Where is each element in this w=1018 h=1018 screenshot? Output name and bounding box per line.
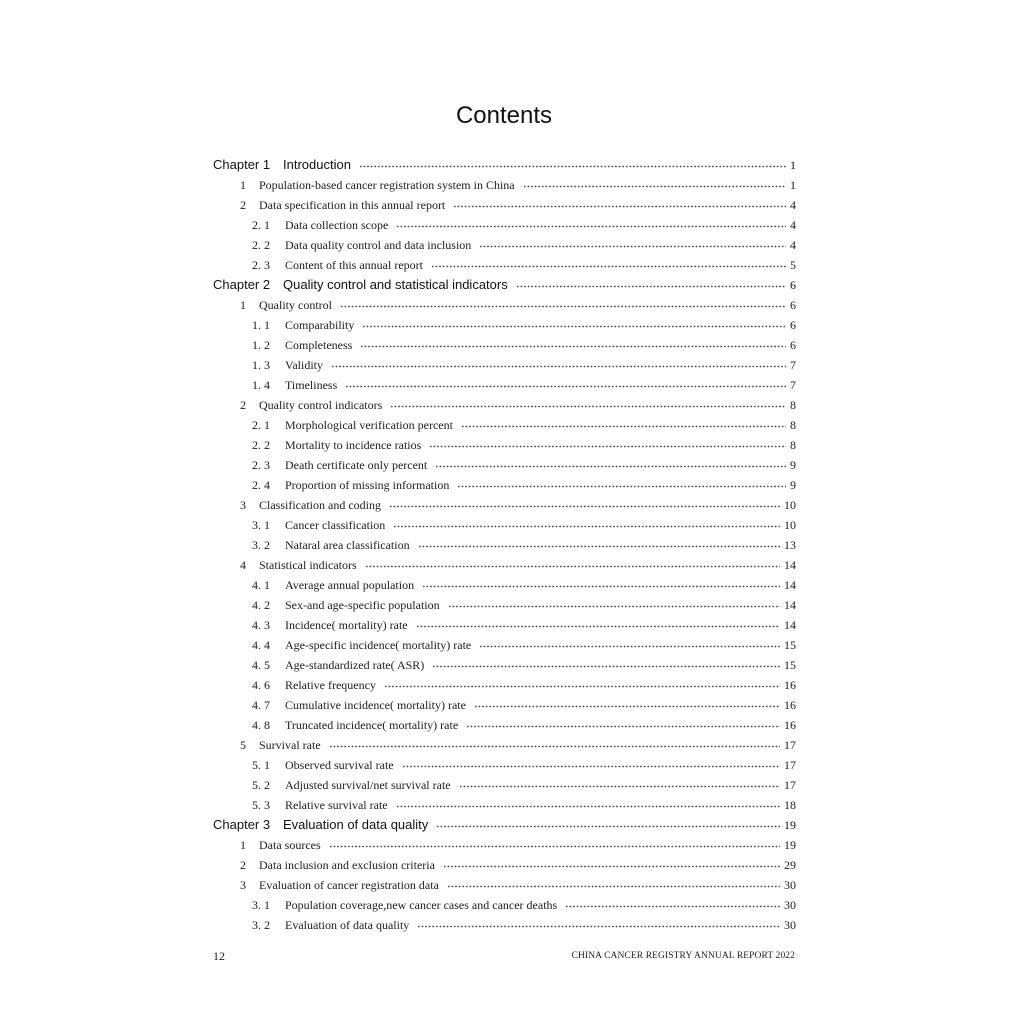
dot-leader [429, 445, 786, 448]
toc-entry-title: Completeness [285, 338, 353, 352]
toc-entry [213, 235, 796, 255]
toc-entry-page: 6 [790, 278, 796, 292]
toc-entry-title: Data specification in this annual report [259, 198, 446, 212]
toc-entry-number: 2 [240, 858, 246, 872]
dot-leader [396, 225, 786, 228]
toc-entry-title: Survival rate [259, 738, 321, 752]
toc-entry-title: Nataral area classification [285, 538, 410, 552]
toc-entry-page: 5 [790, 258, 796, 272]
dot-leader [516, 285, 786, 288]
toc-entry [213, 555, 796, 575]
toc-entry-title: Data collection scope [285, 218, 389, 232]
toc-entry-title: Introduction [283, 157, 351, 172]
toc-entry-page: 9 [790, 458, 796, 472]
toc-entry-number: 1. 1 [252, 318, 270, 332]
toc-chapter-entry [213, 155, 796, 175]
toc-entry-number: 4. 1 [252, 578, 270, 592]
toc-entry-number: 5. 1 [252, 758, 270, 772]
toc-entry [213, 775, 796, 795]
toc-entry-number: 1. 3 [252, 358, 270, 372]
toc-entry-page: 15 [784, 658, 796, 672]
dot-leader [365, 565, 780, 568]
toc-entry-title: Observed survival rate [285, 758, 394, 772]
dot-leader [416, 625, 780, 628]
toc-entry [213, 615, 796, 635]
toc-entry-page: 19 [784, 818, 796, 832]
toc-entry-page: 14 [784, 558, 796, 572]
toc-entry [213, 215, 796, 235]
toc-entry-title: Mortality to incidence ratios [285, 438, 422, 452]
toc-entry [213, 315, 796, 335]
dot-leader [457, 485, 786, 488]
toc-entry-page: 16 [784, 678, 796, 692]
dot-leader [396, 805, 780, 808]
toc-entry-number: 4. 4 [252, 638, 270, 652]
toc-entry-page: 10 [784, 498, 796, 512]
toc-entry-page: 15 [784, 638, 796, 652]
dot-leader [390, 405, 786, 408]
toc-chapter-entry [213, 275, 796, 295]
toc-entry [213, 195, 796, 215]
toc-entry-number: 1. 2 [252, 338, 270, 352]
toc-entry-page: 13 [784, 538, 796, 552]
page-title: Contents [455, 102, 553, 129]
toc-entry [213, 835, 796, 855]
toc-entry-title: Proportion of missing information [285, 478, 450, 492]
toc-chapter-entry [213, 815, 796, 835]
toc-entry-title: Comparability [285, 318, 355, 332]
toc-entry-number: 2. 4 [252, 478, 270, 492]
dot-leader [443, 865, 780, 868]
toc-entry-page: 8 [790, 398, 796, 412]
toc-entry-page: 8 [790, 418, 796, 432]
toc-entry-page: 30 [784, 898, 796, 912]
dot-leader [359, 165, 786, 168]
dot-leader [479, 245, 786, 248]
toc-entry-number: 3. 2 [252, 918, 270, 932]
toc-entry-page: 6 [790, 298, 796, 312]
toc-entry-number: 4. 8 [252, 718, 270, 732]
toc-entry-title: Classification and coding [259, 498, 381, 512]
toc-entry-page: 30 [784, 918, 796, 932]
toc-entry-number: 3 [240, 498, 246, 512]
toc-entry-page: 14 [784, 578, 796, 592]
toc-entry-number: Chapter 2 [213, 277, 271, 292]
toc-entry-title: Data quality control and data inclusion [285, 238, 472, 252]
toc-entry-page: 18 [784, 798, 796, 812]
toc-entry [213, 515, 796, 535]
toc-entry-number: 5 [240, 738, 246, 752]
toc-entry-title: Content of this annual report [285, 258, 423, 272]
toc-entry-page: 17 [784, 758, 796, 772]
toc-entry-page: 8 [790, 438, 796, 452]
dot-leader [523, 185, 786, 188]
toc-entry-title: Quality control [259, 298, 332, 312]
toc-entry-title: Sex-and age-specific population [285, 598, 440, 612]
toc-entry-title: Adjusted survival/net survival rate [285, 778, 451, 792]
toc-entry-number: Chapter 1 [213, 157, 271, 172]
toc-entry [213, 655, 796, 675]
toc-entry-number: 1. 4 [252, 378, 270, 392]
toc-entry-title: Evaluation of data quality [285, 918, 410, 932]
toc-entry-page: 6 [790, 338, 796, 352]
toc-entry-title: Population coverage,new cancer cases and cancer deaths [285, 898, 558, 912]
toc-entry-number: 2. 2 [252, 238, 270, 252]
toc-entry [213, 575, 796, 595]
toc-entry-title: Quality control and statistical indicators [283, 277, 508, 292]
toc-entry-number: 2 [240, 198, 246, 212]
footer-running-title: CHINA CANCER REGISTRY ANNUAL REPORT 2022 [571, 951, 795, 961]
toc-entry-title: Evaluation of cancer registration data [259, 878, 439, 892]
toc-entry-title: Morphological verification percent [285, 418, 453, 432]
toc-entry-page: 7 [790, 358, 796, 372]
toc-entry [213, 455, 796, 475]
toc-entry-page: 16 [784, 718, 796, 732]
toc-entry [213, 875, 796, 895]
toc-entry [213, 255, 796, 275]
dot-leader [459, 785, 780, 788]
dot-leader [453, 205, 786, 208]
dot-leader [565, 905, 780, 908]
dot-leader [329, 845, 780, 848]
toc-entry-number: 4. 2 [252, 598, 270, 612]
toc-entry-title: Incidence( mortality) rate [285, 618, 408, 632]
toc-entry-title: Population-based cancer registration system in China [259, 178, 515, 192]
toc-entry [213, 375, 796, 395]
dot-leader [436, 825, 780, 828]
toc-entry [213, 355, 796, 375]
toc-entry-page: 4 [790, 238, 796, 252]
toc-entry [213, 595, 796, 615]
toc-entry-number: 1 [240, 298, 246, 312]
dot-leader [448, 605, 780, 608]
toc-entry-number: 3. 1 [252, 898, 270, 912]
dot-leader [360, 345, 786, 348]
toc-entry-title: Relative frequency [285, 678, 376, 692]
toc-entry [213, 435, 796, 455]
toc-entry-number: 2. 3 [252, 458, 270, 472]
toc-entry-number: 2. 2 [252, 438, 270, 452]
toc-entry-number: 4. 7 [252, 698, 270, 712]
toc-entry-page: 7 [790, 378, 796, 392]
toc-entry [213, 795, 796, 815]
toc-entry [213, 395, 796, 415]
toc-entry-title: Age-specific incidence( mortality) rate [285, 638, 472, 652]
toc-entry-title: Validity [285, 358, 323, 372]
toc-entry-page: 30 [784, 878, 796, 892]
toc-entry [213, 415, 796, 435]
toc-entry-number: 5. 3 [252, 798, 270, 812]
table-of-contents [213, 155, 796, 935]
dot-leader [393, 525, 780, 528]
dot-leader [389, 505, 780, 508]
toc-entry-title: Death certificate only percent [285, 458, 428, 472]
dot-leader [362, 325, 786, 328]
toc-entry-title: Evaluation of data quality [283, 817, 429, 832]
toc-entry-page: 6 [790, 318, 796, 332]
toc-entry-page: 10 [784, 518, 796, 532]
toc-entry [213, 335, 796, 355]
dot-leader [466, 725, 780, 728]
dot-leader [418, 545, 780, 548]
dot-leader [435, 465, 786, 468]
toc-entry [213, 495, 796, 515]
toc-entry-page: 16 [784, 698, 796, 712]
toc-entry-number: 3. 2 [252, 538, 270, 552]
toc-entry-number: 2. 1 [252, 418, 270, 432]
toc-entry [213, 715, 796, 735]
dot-leader [345, 385, 786, 388]
toc-entry-number: 1 [240, 178, 246, 192]
dot-leader [402, 765, 780, 768]
toc-entry [213, 735, 796, 755]
dot-leader [340, 305, 786, 308]
toc-entry-page: 29 [784, 858, 796, 872]
dot-leader [417, 925, 780, 928]
toc-entry-number: 4 [240, 558, 246, 572]
dot-leader [422, 585, 780, 588]
toc-entry [213, 675, 796, 695]
toc-entry-number: 4. 6 [252, 678, 270, 692]
toc-entry-title: Average annual population [285, 578, 415, 592]
toc-entry-number: 3 [240, 878, 246, 892]
toc-entry-title: Age-standardized rate( ASR) [285, 658, 425, 672]
toc-entry-page: 9 [790, 478, 796, 492]
toc-entry-number: 4. 3 [252, 618, 270, 632]
dot-leader [431, 265, 786, 268]
toc-entry-title: Quality control indicators [259, 398, 383, 412]
toc-entry-page: 19 [784, 838, 796, 852]
toc-entry-page: 14 [784, 618, 796, 632]
dot-leader [461, 425, 786, 428]
toc-entry-number: 2. 1 [252, 218, 270, 232]
toc-entry [213, 755, 796, 775]
dot-leader [474, 705, 780, 708]
toc-entry-number: 1 [240, 838, 246, 852]
toc-entry-title: Truncated incidence( mortality) rate [285, 718, 459, 732]
toc-entry-page: 17 [784, 778, 796, 792]
toc-entry-number: 2. 3 [252, 258, 270, 272]
dot-leader [331, 365, 786, 368]
toc-entry-title: Data inclusion and exclusion criteria [259, 858, 435, 872]
toc-entry-title: Cancer classification [285, 518, 386, 532]
toc-entry-number: 2 [240, 398, 246, 412]
dot-leader [447, 885, 780, 888]
toc-entry [213, 695, 796, 715]
toc-entry-number: 5. 2 [252, 778, 270, 792]
toc-entry [213, 475, 796, 495]
dot-leader [329, 745, 780, 748]
toc-entry-title: Statistical indicators [259, 558, 357, 572]
toc-entry-page: 4 [790, 198, 796, 212]
dot-leader [479, 645, 780, 648]
toc-entry-number: 3. 1 [252, 518, 270, 532]
toc-entry [213, 295, 796, 315]
toc-entry [213, 535, 796, 555]
toc-entry-page: 1 [790, 178, 796, 192]
toc-entry-title: Data sources [259, 838, 321, 852]
toc-entry [213, 175, 796, 195]
toc-entry-title: Cumulative incidence( mortality) rate [285, 698, 466, 712]
toc-entry-number: 4. 5 [252, 658, 270, 672]
toc-entry-page: 1 [790, 158, 796, 172]
toc-entry-title: Timeliness [285, 378, 338, 392]
toc-entry [213, 855, 796, 875]
toc-entry [213, 895, 796, 915]
dot-leader [432, 665, 780, 668]
toc-entry-number: Chapter 3 [213, 817, 271, 832]
toc-entry [213, 635, 796, 655]
dot-leader [384, 685, 780, 688]
footer-page-number: 12 [213, 949, 225, 963]
toc-entry [213, 915, 796, 935]
toc-entry-title: Relative survival rate [285, 798, 388, 812]
toc-entry-page: 14 [784, 598, 796, 612]
toc-entry-page: 4 [790, 218, 796, 232]
toc-entry-page: 17 [784, 738, 796, 752]
